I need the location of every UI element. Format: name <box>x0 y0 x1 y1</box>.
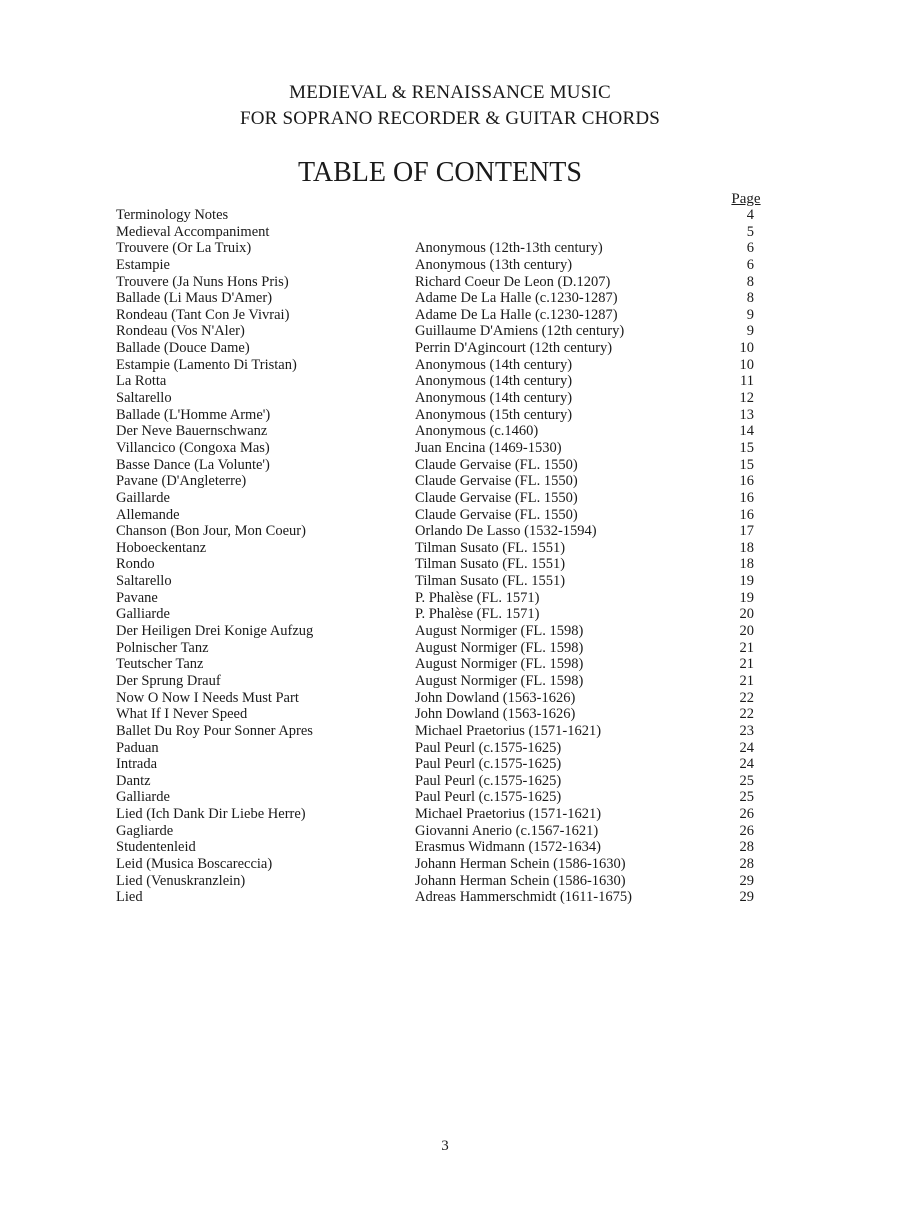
toc-entry-title: Estampie (Lamento Di Tristan) <box>116 356 297 373</box>
toc-entry-page: 20 <box>739 623 754 640</box>
toc-row <box>116 789 776 806</box>
toc-entry-composer: Anonymous (13th century) <box>415 256 573 273</box>
toc-row <box>116 357 776 374</box>
toc-row <box>116 507 776 524</box>
toc-entry-title: La Rotta <box>116 373 167 390</box>
toc-entry-composer: Anonymous (15th century) <box>415 406 573 423</box>
toc-entry-page: 9 <box>746 306 754 323</box>
toc-entry-page: 6 <box>746 240 754 257</box>
book-title-line-1: MEDIEVAL & RENAISSANCE MUSIC <box>289 82 611 103</box>
toc-entry-page: 24 <box>739 756 754 773</box>
toc-entry-page: 23 <box>739 722 754 739</box>
toc-entry-title: Polnischer Tanz <box>116 639 209 656</box>
toc-entry-page: 21 <box>739 656 754 673</box>
toc-entry-composer: Juan Encina (1469-1530) <box>415 439 562 456</box>
toc-entry-title: Rondeau (Tant Con Je Vivrai) <box>116 306 290 323</box>
toc-entry-page: 22 <box>739 706 754 723</box>
toc-row <box>116 706 776 723</box>
toc-row <box>116 623 776 640</box>
toc-row <box>116 473 776 490</box>
toc-entry-title: Ballade (Li Maus D'Amer) <box>116 290 273 307</box>
toc-entry-title: Trouvere (Or La Truix) <box>116 240 252 257</box>
toc-entry-title: Lied (Ich Dank Dir Liebe Herre) <box>116 806 306 823</box>
toc-entry-composer: Richard Coeur De Leon (D.1207) <box>415 273 611 290</box>
toc-entry-title: Galliarde <box>116 606 170 623</box>
toc-entry-composer: Paul Peurl (c.1575-1625) <box>415 756 562 773</box>
toc-row <box>116 690 776 707</box>
toc-entry-composer: Adreas Hammerschmidt (1611-1675) <box>415 889 632 906</box>
toc-entry-title: Trouvere (Ja Nuns Hons Pris) <box>116 273 289 290</box>
toc-entry-composer: P. Phalèse (FL. 1571) <box>415 606 540 623</box>
page-number: 3 <box>441 1138 449 1154</box>
toc-row <box>116 490 776 507</box>
toc-entry-title: Estampie <box>116 256 170 273</box>
toc-row <box>116 740 776 757</box>
toc-heading: TABLE OF CONTENTS <box>298 157 582 188</box>
toc-entry-composer: Claude Gervaise (FL. 1550) <box>415 473 578 490</box>
toc-row <box>116 224 776 241</box>
toc-entry-composer: Paul Peurl (c.1575-1625) <box>415 772 562 789</box>
toc-entry-title: Saltarello <box>116 573 172 590</box>
toc-entry-page: 29 <box>739 872 754 889</box>
toc-entry-page: 11 <box>740 373 754 390</box>
toc-entry-composer: Tilman Susato (FL. 1551) <box>415 556 566 573</box>
toc-entry-page: 12 <box>739 390 754 407</box>
toc-row <box>116 240 776 257</box>
toc-entry-title: Pavane (D'Angleterre) <box>116 473 247 490</box>
toc-entry-title: Chanson (Bon Jour, Mon Coeur) <box>116 523 306 540</box>
toc-row <box>116 274 776 291</box>
toc-row <box>116 573 776 590</box>
toc-entry-title: Der Heiligen Drei Konige Aufzug <box>116 623 314 640</box>
toc-row <box>116 590 776 607</box>
toc-entry-composer: August Normiger (FL. 1598) <box>415 656 584 673</box>
toc-entry-title: Dantz <box>116 772 151 789</box>
toc-entry-page: 26 <box>739 822 754 839</box>
toc-row <box>116 756 776 773</box>
toc-entry-composer: August Normiger (FL. 1598) <box>415 639 584 656</box>
toc-row <box>116 323 776 340</box>
toc-entry-composer: Tilman Susato (FL. 1551) <box>415 539 566 556</box>
toc-entry-title: Allemande <box>116 506 180 523</box>
toc-entry-page: 21 <box>739 639 754 656</box>
toc-entry-composer: August Normiger (FL. 1598) <box>415 623 584 640</box>
toc-entry-page: 15 <box>739 439 754 456</box>
toc-entry-composer: Anonymous (14th century) <box>415 373 573 390</box>
toc-entry-title: Galliarde <box>116 789 170 806</box>
page-column-heading: Page <box>731 191 761 207</box>
toc-row <box>116 390 776 407</box>
toc-entry-page: 20 <box>739 606 754 623</box>
toc-row <box>116 839 776 856</box>
toc-row <box>116 723 776 740</box>
toc-entry-composer: Johann Herman Schein (1586-1630) <box>415 855 626 872</box>
toc-row <box>116 523 776 540</box>
toc-entry-page: 26 <box>739 806 754 823</box>
toc-entry-composer: Paul Peurl (c.1575-1625) <box>415 789 562 806</box>
toc-entry-title: Der Sprung Drauf <box>116 672 221 689</box>
toc-entry-title: Ballet Du Roy Pour Sonner Apres <box>116 722 313 739</box>
toc-entry-composer: Adame De La Halle (c.1230-1287) <box>415 290 618 307</box>
toc-row <box>116 673 776 690</box>
toc-entry-page: 25 <box>739 789 754 806</box>
toc-entry-composer: Michael Praetorius (1571-1621) <box>415 722 602 739</box>
toc-entry-page: 24 <box>739 739 754 756</box>
toc-list <box>116 207 776 906</box>
toc-entry-title: Rondeau (Vos N'Aler) <box>116 323 245 340</box>
toc-row <box>116 457 776 474</box>
toc-row <box>116 207 776 224</box>
toc-entry-title: What If I Never Speed <box>116 706 248 723</box>
toc-entry-composer: Orlando De Lasso (1532-1594) <box>415 523 597 540</box>
toc-row <box>116 556 776 573</box>
toc-row <box>116 606 776 623</box>
toc-entry-composer: Guillaume D'Amiens (12th century) <box>415 323 625 340</box>
toc-entry-title: Der Neve Bauernschwanz <box>116 423 268 440</box>
toc-row <box>116 407 776 424</box>
toc-entry-title: Basse Dance (La Volunte') <box>116 456 270 473</box>
toc-row <box>116 889 776 906</box>
toc-entry-title: Ballade (L'Homme Arme') <box>116 406 271 423</box>
toc-entry-page: 18 <box>739 539 754 556</box>
toc-entry-title: Intrada <box>116 756 158 773</box>
toc-entry-title: Leid (Musica Boscareccia) <box>116 855 273 872</box>
toc-entry-title: Lied <box>116 889 143 906</box>
toc-entry-title: Gaillarde <box>116 489 170 506</box>
toc-entry-title: Studentenleid <box>116 839 196 856</box>
toc-entry-page: 28 <box>739 855 754 872</box>
toc-row <box>116 656 776 673</box>
toc-row <box>116 373 776 390</box>
toc-row <box>116 640 776 657</box>
toc-entry-title: Rondo <box>116 556 155 573</box>
toc-entry-composer: Erasmus Widmann (1572-1634) <box>415 839 602 856</box>
toc-row <box>116 856 776 873</box>
toc-entry-page: 16 <box>739 489 754 506</box>
toc-entry-composer: Claude Gervaise (FL. 1550) <box>415 506 578 523</box>
toc-entry-title: Lied (Venuskranzlein) <box>116 872 246 889</box>
toc-entry-composer: Anonymous (c.1460) <box>415 423 539 440</box>
toc-entry-title: Hoboeckentanz <box>116 539 207 556</box>
toc-row <box>116 440 776 457</box>
toc-row <box>116 340 776 357</box>
toc-entry-page: 21 <box>739 672 754 689</box>
toc-entry-composer: P. Phalèse (FL. 1571) <box>415 589 540 606</box>
toc-entry-page: 8 <box>746 290 754 307</box>
toc-entry-composer: Johann Herman Schein (1586-1630) <box>415 872 626 889</box>
toc-entry-page: 15 <box>739 456 754 473</box>
toc-entry-title: Pavane <box>116 589 158 606</box>
toc-row <box>116 257 776 274</box>
toc-entry-page: 10 <box>739 340 754 357</box>
toc-entry-composer: Adame De La Halle (c.1230-1287) <box>415 306 618 323</box>
toc-entry-title: Gagliarde <box>116 822 174 839</box>
toc-row <box>116 540 776 557</box>
toc-row <box>116 290 776 307</box>
toc-entry-page: 18 <box>739 556 754 573</box>
toc-entry-page: 28 <box>739 839 754 856</box>
toc-entry-composer: John Dowland (1563-1626) <box>415 706 576 723</box>
toc-entry-composer: Tilman Susato (FL. 1551) <box>415 573 566 590</box>
toc-entry-composer: Anonymous (14th century) <box>415 390 573 407</box>
toc-entry-title: Ballade (Douce Dame) <box>116 340 250 357</box>
toc-entry-page: 19 <box>739 589 754 606</box>
toc-entry-page: 4 <box>746 207 754 223</box>
toc-entry-page: 5 <box>746 223 754 240</box>
toc-entry-title: Medieval Accompaniment <box>116 223 270 240</box>
toc-entry-page: 13 <box>739 406 754 423</box>
toc-entry-page: 16 <box>739 473 754 490</box>
toc-entry-page: 16 <box>739 506 754 523</box>
toc-entry-page: 22 <box>739 689 754 706</box>
toc-entry-page: 6 <box>746 256 754 273</box>
toc-entry-title: Saltarello <box>116 390 172 407</box>
toc-row <box>116 806 776 823</box>
toc-entry-composer: Giovanni Anerio (c.1567-1621) <box>415 822 599 839</box>
toc-entry-title: Terminology Notes <box>116 207 229 223</box>
toc-entry-title: Paduan <box>116 739 159 756</box>
toc-entry-page: 19 <box>739 573 754 590</box>
toc-row <box>116 773 776 790</box>
toc-entry-composer: John Dowland (1563-1626) <box>415 689 576 706</box>
toc-row <box>116 307 776 324</box>
toc-entry-page: 25 <box>739 772 754 789</box>
toc-entry-composer: Paul Peurl (c.1575-1625) <box>415 739 562 756</box>
toc-entry-title: Teutscher Tanz <box>116 656 204 673</box>
toc-entry-page: 14 <box>739 423 754 440</box>
book-title-line-2: FOR SOPRANO RECORDER & GUITAR CHORDS <box>239 108 661 129</box>
toc-entry-composer: Perrin D'Agincourt (12th century) <box>415 340 613 357</box>
toc-entry-composer: August Normiger (FL. 1598) <box>415 672 584 689</box>
toc-entry-page: 9 <box>746 323 754 340</box>
toc-entry-page: 29 <box>739 889 754 906</box>
toc-entry-page: 8 <box>746 273 754 290</box>
toc-entry-composer: Anonymous (14th century) <box>415 356 573 373</box>
toc-entry-composer: Anonymous (12th-13th century) <box>415 240 603 257</box>
toc-entry-composer: Claude Gervaise (FL. 1550) <box>415 456 578 473</box>
toc-row <box>116 873 776 890</box>
toc-entry-page: 17 <box>739 523 754 540</box>
toc-entry-title: Villancico (Congoxa Mas) <box>116 439 270 456</box>
toc-row <box>116 423 776 440</box>
toc-row <box>116 823 776 840</box>
toc-entry-composer: Michael Praetorius (1571-1621) <box>415 806 602 823</box>
toc-entry-page: 10 <box>739 356 754 373</box>
toc-entry-title: Now O Now I Needs Must Part <box>116 689 299 706</box>
toc-entry-composer: Claude Gervaise (FL. 1550) <box>415 489 578 506</box>
